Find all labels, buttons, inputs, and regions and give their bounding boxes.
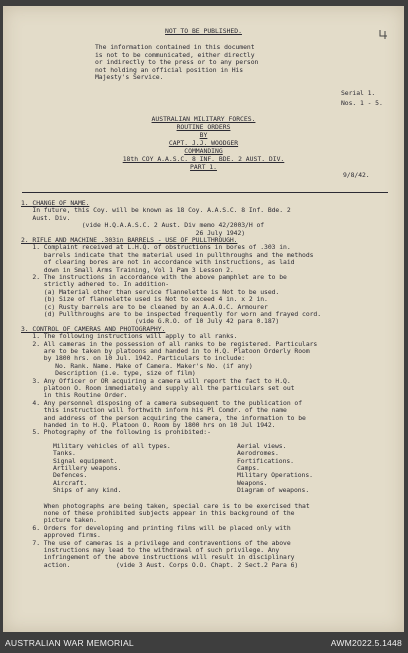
prohibited-item: Aerial views. bbox=[237, 441, 287, 450]
force-title: AUSTRALIAN MILITARY FORCES. bbox=[151, 115, 256, 123]
archive-name: AUSTRALIAN WAR MEMORIAL bbox=[5, 638, 134, 648]
section-heading: 2. RIFLE AND MACHINE .303in BARRELS - USE OF PULLTHROUGH. bbox=[21, 236, 238, 244]
body-line: Description (i.e. type, size of film) bbox=[21, 369, 196, 378]
body-line: barrels indicate that the material used in pullthroughs and the methods bbox=[21, 250, 314, 259]
notice-line: is not to be communicated, either directly bbox=[95, 50, 255, 59]
body-line: (b) Size of flannelette used is Not to exceed 4 in. x 2 in. bbox=[21, 295, 268, 304]
routine-orders-title: ROUTINE ORDERS bbox=[176, 123, 231, 131]
prohibited-item: Military vehicles of all types. bbox=[53, 441, 171, 450]
body-line: action. (vide 3 Aust. Corps O.O. Chapt. 2 Sect.2 Para 6) bbox=[21, 560, 299, 569]
body-line: 5. Photography of the following is prohibited:- bbox=[21, 428, 211, 437]
prohibited-item: Signal equipment. bbox=[53, 456, 118, 465]
body-line: 4. Any personnel disposing of a camera subsequent to the publication of bbox=[21, 398, 303, 407]
notice-line: The information contained in this document bbox=[95, 43, 255, 51]
body-line: (c) Rusty barrels are to be cleaned by an A.A.O.C. Armourer bbox=[21, 302, 268, 311]
prohibited-item: Diagram of weapons. bbox=[237, 486, 310, 495]
prohibited-item: Artillery weapons. bbox=[53, 463, 122, 472]
body-line: down in Small Arms Training, Vol 1 Pam 3 Lesson 2. bbox=[21, 265, 234, 274]
unit-name: 18th COY A.A.S.C. 8 INF. BDE. 2 AUST. DIV. bbox=[122, 155, 285, 163]
notice-line: not holding an official position in His bbox=[95, 65, 244, 74]
prohibited-item: Fortifications. bbox=[237, 456, 294, 465]
classification-title: NOT TO BE PUBLISHED. bbox=[165, 27, 242, 35]
commanding-label: COMMANDING bbox=[184, 147, 223, 155]
body-line: picture taken. bbox=[21, 516, 97, 525]
body-line: in this Routine Order. bbox=[21, 391, 128, 400]
body-line: none of these prohibited subjects appear in this background of the bbox=[21, 508, 295, 517]
body-line: strictly adhered to. In addition- bbox=[21, 280, 170, 289]
part-label: PART 1. bbox=[190, 163, 217, 171]
body-line: approved firms. bbox=[21, 531, 101, 540]
order-date: 9/8/42. bbox=[343, 171, 370, 179]
section-heading: 1. CHANGE OF NAME. bbox=[21, 199, 90, 207]
archive-reference: AWM2022.5.1448 bbox=[330, 638, 402, 648]
notice-line: Majesty's Service. bbox=[95, 73, 164, 81]
body-line: 26 July 1942) bbox=[21, 228, 246, 237]
body-line: of clearing bores are not in accordance with instructions, as laid bbox=[21, 258, 295, 267]
body-line: infringement of the above instructions will result in disciplinary bbox=[21, 553, 295, 562]
body-line: (vide G.R.O. of 10 July 42 para 0.187) bbox=[21, 317, 280, 326]
prohibited-item: Aircraft. bbox=[53, 478, 88, 487]
body-line: 1. The following instructions will apply to all ranks. bbox=[21, 332, 238, 341]
body-line: 1. Complaint received at L.H.Q. of obstructions in bores of .303 in. bbox=[21, 243, 291, 252]
document-page bbox=[3, 6, 404, 632]
body-line: 2. The instructions in accordance with the above pamphlet are to be bbox=[21, 273, 287, 281]
officer-name: CAPT. J.J. WOODGER bbox=[168, 139, 239, 147]
body-line: 7. The use of cameras is a privilege and contraventions of the above bbox=[21, 538, 291, 547]
section-divider bbox=[22, 192, 388, 193]
order-numbers: Nos. 1 - 5. bbox=[341, 99, 383, 107]
body-line: 3. Any Officer or OR acquiring a camera will report the fact to H.Q. bbox=[21, 376, 291, 385]
body-line: Aust. Div. bbox=[21, 213, 71, 222]
prohibited-item: Tanks. bbox=[53, 449, 76, 458]
by-label: BY bbox=[199, 131, 208, 139]
prohibited-item: Military Operations. bbox=[237, 471, 313, 480]
body-line: (a) Material other than service flannelette is Not to be used. bbox=[21, 287, 280, 296]
body-line: In future, this Coy. will be known as 18 Coy. A.A.S.C. 8 Inf. Bde. 2 bbox=[21, 206, 291, 215]
prohibited-item: Defences. bbox=[53, 471, 88, 480]
prohibited-item: Camps. bbox=[237, 463, 260, 472]
body-line: No. Rank. Name. Make of Camera. Maker's No. (if any) bbox=[21, 361, 253, 370]
prohibited-item: Aerodromes. bbox=[237, 449, 279, 458]
serial-number: Serial 1. bbox=[341, 89, 376, 97]
archive-footer bbox=[0, 632, 408, 653]
prohibited-item: Weapons. bbox=[237, 478, 268, 487]
prohibited-item: Ships of any kind. bbox=[53, 486, 122, 495]
body-line: (d) Pullthroughs are to be inspected frequently for worn and frayed cord. bbox=[21, 310, 322, 318]
body-line: and address of the person acquiring the camera, the information to be bbox=[21, 413, 306, 422]
notice-line: or indirectly to the press or to any person bbox=[95, 58, 259, 66]
body-line: (vide H.Q.A.A.S.C. 2 Aust. Div memo 42/2003/H of bbox=[21, 221, 265, 230]
body-line: 2. All cameras in the possession of all ranks to be registered. Particulars bbox=[21, 339, 318, 348]
body-line: platoon O. Room immediately and supply all the particulars set out bbox=[21, 384, 295, 392]
body-line: 6. Orders for developing and printing films will be placed only with bbox=[21, 523, 291, 532]
body-line: handed in to H.Q. Platoon O. Room by 1800 hrs on 10 Jul 1942. bbox=[21, 421, 276, 429]
body-line: When photographs are being taken, special care is to be exercised that bbox=[21, 501, 310, 510]
body-line: are to be taken by platoons and handed in to H.Q. Platoon Orderly Room bbox=[21, 347, 310, 355]
body-line: by 1800 hrs. on 10 Jul. 1942. Particulars to include: bbox=[21, 354, 246, 363]
body-line: this instruction will forthwith inform his Pl Comdr. of the name bbox=[21, 406, 287, 415]
section-heading: 3. CONTROL OF CAMERAS AND PHOTOGRAPHY. bbox=[21, 324, 166, 333]
body-line: instructions may lead to the withdrawal of such privilege. Any bbox=[21, 545, 280, 554]
